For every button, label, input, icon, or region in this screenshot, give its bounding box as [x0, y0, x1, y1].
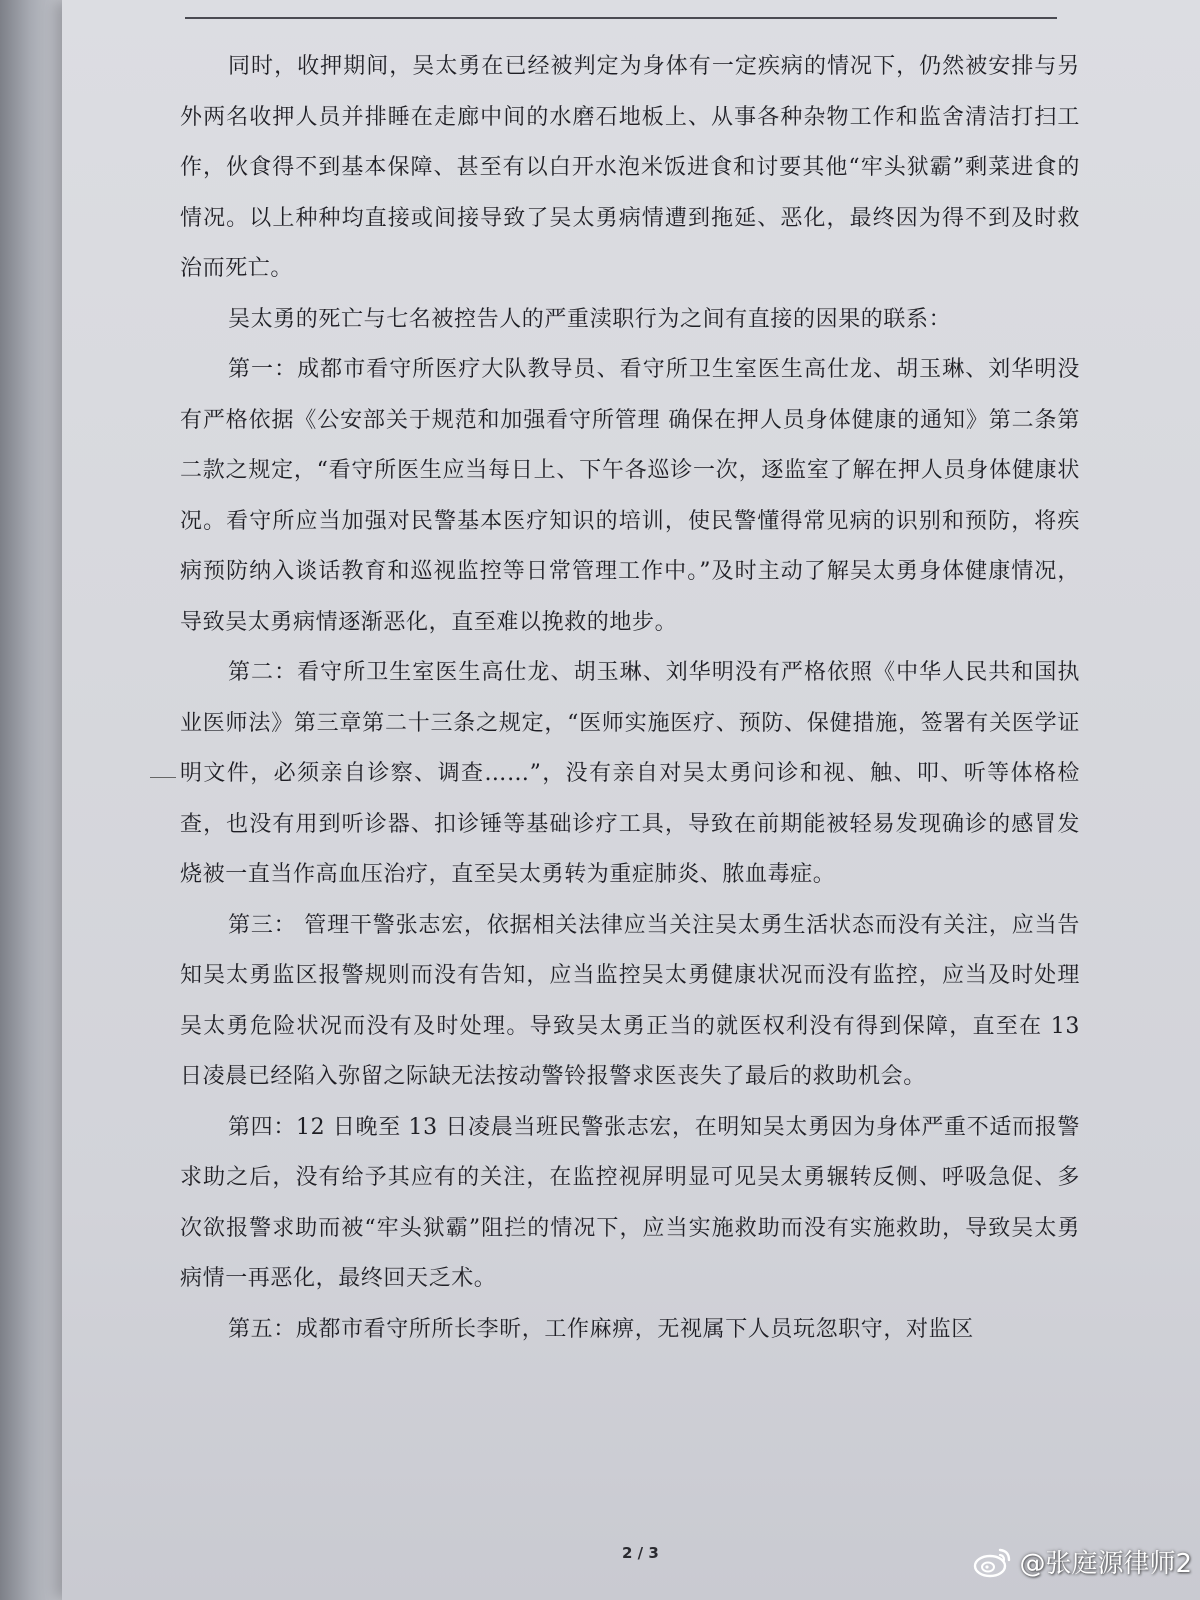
paragraph-point-two: 第二：看守所卫生室医生高仕龙、胡玉琳、刘华明没有严格依照《中华人民共和国执业医师法》第三章第二十三条之规定，“医师实施医疗、预防、保健措施，签署有关医学证明文件，必须亲自诊察、调查……”，没有亲自对吴太勇问诊和视、触、叩、听等体格检查，也没有用到听诊器、扣诊锤等基础诊疗工具，导致在前期能被轻易发现确诊的感冒发烧被一直当作高血压治疗，直至吴太勇转为重症肺炎、脓血毒症。: [180, 660, 1080, 887]
watermark-text: @张庭源律师2: [1019, 1549, 1192, 1579]
paragraph-custody-conditions: 同时，收押期间，吴太勇在已经被判定为身体有一定疾病的情况下，仍然被安排与另外两名收押人员并排睡在走廊中间的水磨石地板上、从事各种杂物工作和监舍清洁打扫工作，伙食得不到基本保障、甚至有以白开水泡米饭进食和讨要其他“牢头狱霸”剩菜进食的情况。以上种种均直接或间接导致了吴太勇病情遭到拖延、恶化，最终因为得不到及时救治而死亡。: [180, 54, 1080, 281]
paragraph-point-three: 第三： 管理干警张志宏，依据相关法律应当关注吴太勇生活状态而没有关注，应当告知吴太勇监区报警规则而没有告知，应当监控吴太勇健康状况而没有监控，应当及时处理吴太勇危险状况而没有及时处理。导致吴太勇正当的就医权利没有得到保障，直至在 13 日凌晨已经陷入弥留之际缺无法按动警铃报警求医丧失了最后的救助机会。: [180, 912, 1080, 1089]
weibo-logo-icon: [973, 1545, 1013, 1579]
paragraph-point-four: 第四：12 日晚至 13 日凌晨当班民警张志宏，在明知吴太勇因为身体严重不适而报警求助之后，没有给予其应有的关注，在监控视屏明显可见吴太勇辗转反侧、呼吸急促、多次欲报警求助而被“牢头狱霸”阻拦的情况下，应当实施救助而没有实施救助，导致吴太勇病情一再恶化，最终回天乏术。: [180, 1114, 1080, 1291]
page-number: 2 / 3: [622, 1544, 659, 1562]
paragraph-point-five: 第五：成都市看守所所长李昕，工作麻痹，无视属下人员玩忽职守，对监区: [228, 1316, 974, 1342]
margin-mark: [150, 777, 176, 778]
watermark: [973, 1543, 1192, 1580]
document-body: [180, 42, 1080, 1355]
header-rule: [185, 17, 1057, 19]
paragraph-causation-intro: 吴太勇的死亡与七名被控告人的严重渎职行为之间有直接的因果的联系：: [228, 306, 952, 332]
paragraph-point-one: 第一：成都市看守所医疗大队教导员、看守所卫生室医生高仕龙、胡玉琳、刘华明没有严格依据《公安部关于规范和加强看守所管理 确保在押人员身体健康的通知》第二条第二款之规定，“看守所医生应当每日上、下午各巡诊一次，逐监室了解在押人员身体健康状况。看守所应当加强对民警基本医疗知识的培训，使民警懂得常见病的识别和预防，将疾病预防纳入谈话教育和巡视监控等日常管理工作中。”及时主动了解吴太勇身体健康情况，导致吴太勇病情逐渐恶化，直至难以挽救的地步。: [180, 357, 1080, 635]
